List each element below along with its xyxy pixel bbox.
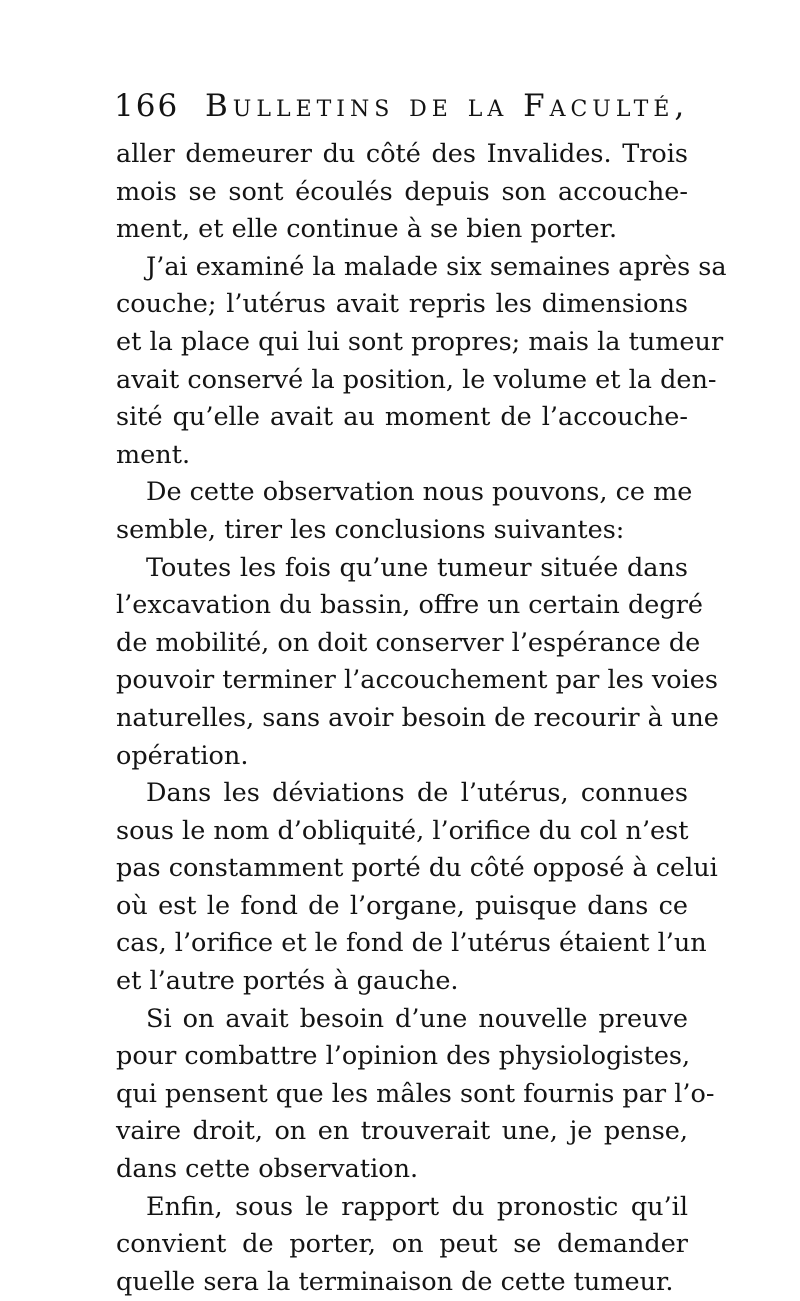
text-line: pouvoir terminer l’accouchement par les voies — [116, 665, 718, 696]
text-line: Toutes les fois qu’une tumeur située dans — [146, 552, 688, 583]
running-head — [114, 88, 714, 124]
running-head-title: Bulletins de la Faculté, — [205, 88, 690, 124]
text-line: vaire droit, on en trouverait une, je pense, — [116, 1116, 688, 1147]
text-line: sité qu’elle avait au moment de l’accouche- — [116, 402, 688, 433]
text-line: dans cette observation. — [116, 1154, 419, 1185]
text-line: qui pensent que les mâles sont fournis par l’o- — [116, 1078, 715, 1109]
body-text — [116, 136, 727, 1301]
text-line: mois se sont écoulés depuis son accouche- — [116, 176, 688, 207]
text-line: Dans les déviations de l’utérus, connues — [146, 778, 688, 809]
text-line: convient de porter, on peut se demander — [116, 1229, 688, 1260]
text-line: pas constamment porté du côté opposé à celui — [116, 853, 718, 884]
text-line: et la place qui lui sont propres; mais la tumeur — [116, 326, 724, 357]
text-line: de mobilité, on doit conserver l’espérance de — [116, 627, 701, 658]
text-line: l’excavation du bassin, offre un certain degré — [116, 590, 703, 621]
text-line: opération. — [116, 740, 249, 771]
text-line: pour combattre l’opinion des physiologistes, — [116, 1041, 691, 1072]
text-line: J’ai examiné la malade six semaines après sa — [146, 251, 727, 282]
text-line: sous le nom d’obliquité, l’orifice du col n’est — [116, 815, 689, 846]
text-line: Enfin, sous le rapport du pronostic qu’il — [146, 1191, 688, 1222]
text-line: ment, et elle continue à se bien porter. — [116, 214, 618, 245]
text-line: cas, l’orifice et le fond de l’utérus étaient l’un — [116, 928, 707, 959]
text-line: semble, tirer les conclusions suivantes: — [116, 514, 625, 545]
page-number: 166 — [114, 88, 180, 124]
text-line: De cette observation nous pouvons, ce me — [146, 477, 693, 508]
text-line: aller demeurer du côté des Invalides. Trois — [116, 139, 688, 169]
text-line: quelle sera la terminaison de cette tumeur. — [116, 1266, 674, 1297]
text-line: avait conservé la position, le volume et la den- — [116, 364, 717, 395]
text-line: naturelles, sans avoir besoin de recourir à une — [116, 702, 719, 733]
text-line: et l’autre portés à gauche. — [116, 966, 459, 997]
text-line: Si on avait besoin d’une nouvelle preuve — [146, 1003, 688, 1034]
text-line: où est le fond de l’organe, puisque dans ce — [116, 890, 688, 921]
text-line: couche; l’utérus avait repris les dimensions — [116, 289, 688, 320]
text-line: ment. — [116, 439, 191, 470]
